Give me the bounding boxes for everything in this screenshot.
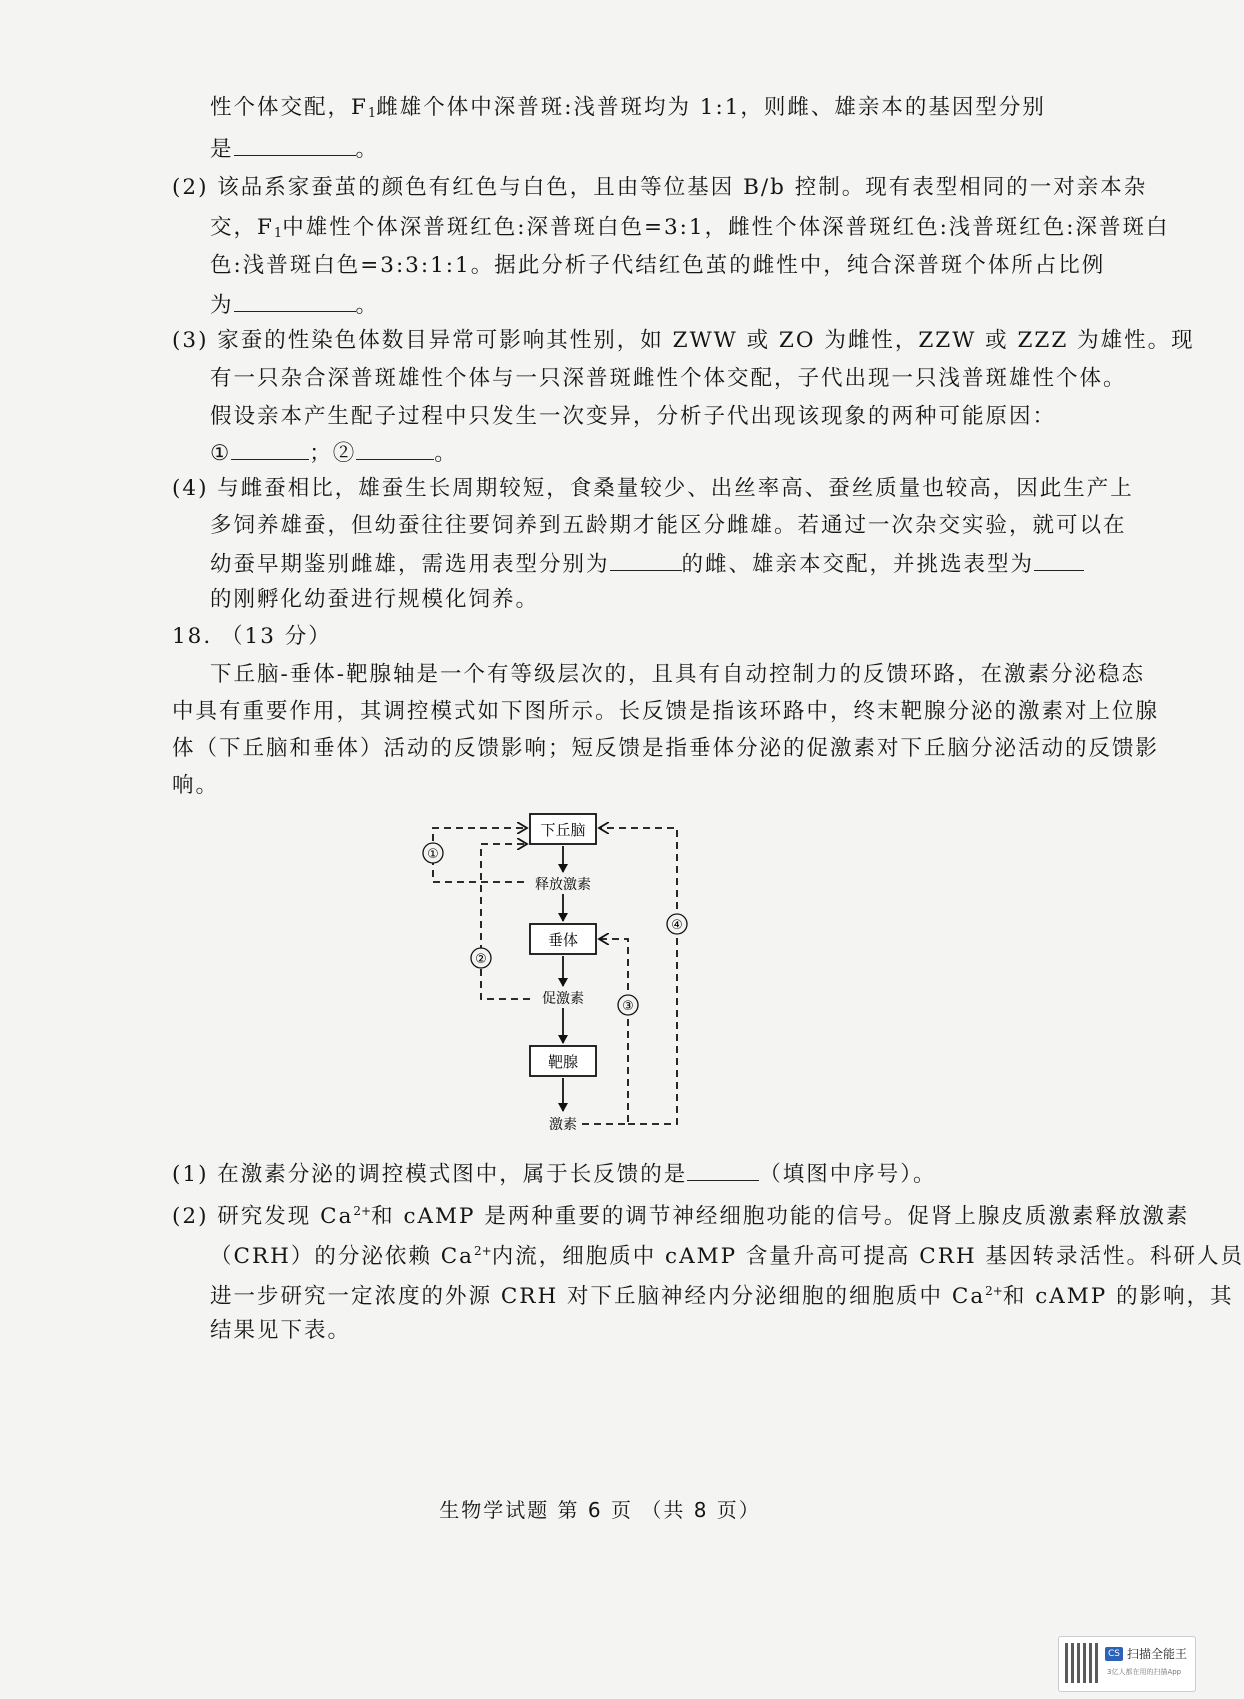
scanner-tagline: 3亿人都在用的扫描App	[1107, 1668, 1182, 1676]
q17-part4-line-2: 多饲养雄蚕，但幼蚕往往要饲养到五龄期才能区分雌雄。若通过一次杂交实验，就可以在	[210, 513, 1127, 538]
q18-text: (1) 在激素分泌的调控模式图中，属于长反馈的是	[172, 1162, 688, 1187]
circled-number: ①	[210, 441, 232, 466]
q18-text: 内流，细胞质中 cAMP 含量升高可提高 CRH 基因转录活性。科研人员	[491, 1244, 1244, 1269]
q17-text: 雌雄个体中深普斑:浅普斑均为 1:1，则雌、雄亲本的基因型分别	[376, 95, 1046, 120]
box-hypothalamus-label: 下丘脑	[540, 821, 586, 839]
q18-text: (2) 研究发现 Ca	[172, 1204, 354, 1229]
scanner-watermark	[1058, 1636, 1196, 1692]
superscript: 2+	[353, 1204, 372, 1218]
q17-text: 。	[355, 293, 380, 318]
q18-text: 进一步研究一定浓度的外源 CRH 对下丘脑神经内分泌细胞的细胞质中 Ca	[210, 1284, 986, 1309]
q18-intro-line-3: 体（下丘脑和垂体）活动的反馈影响；短反馈是指垂体分泌的促激素对下丘脑分泌活动的反馈影	[172, 736, 1160, 761]
page-footer: 生物学试题 第 6 页 （共 8 页）	[439, 1498, 761, 1522]
superscript: 2+	[985, 1284, 1003, 1298]
q18-intro-line-2: 中具有重要作用，其调控模式如下图所示。长反馈是指该环路中，终末靶腺分泌的激素对上位腺	[172, 699, 1160, 724]
answer-blank[interactable]	[687, 1158, 759, 1181]
feedback-label-1: ①	[427, 847, 439, 862]
scanner-brand: 扫描全能王	[1127, 1647, 1188, 1661]
q17-part3-line-3: 假设亲本产生配子过程中只发生一次变异，分析子代出现该现象的两种可能原因：	[210, 404, 1057, 429]
q18-text: （CRH）的分泌依赖 Ca	[210, 1244, 474, 1269]
q18-sub2-line-4: 结果见下表。	[210, 1318, 352, 1343]
q18-sub2-line-2	[210, 1236, 1244, 1272]
box-pituitary-label: 垂体	[547, 931, 579, 949]
q18-intro-line-4: 响。	[172, 773, 220, 798]
feedback-path-2	[481, 844, 530, 999]
q17-part2-line-1: (2) 该品系家蚕茧的颜色有红色与白色，且由等位基因 B/b 控制。现有表型相同的一对亲本杂	[172, 175, 1148, 200]
feedback-path-4	[599, 828, 677, 1124]
q17-text: ；②	[309, 441, 357, 466]
box-target-gland-label: 靶腺	[547, 1053, 579, 1071]
label-releasing-hormone: 释放激素	[535, 877, 591, 893]
subscript: 1	[273, 226, 283, 241]
q18-text: （填图中序号）。	[759, 1162, 937, 1187]
q17-text: 性个体交配，F	[210, 95, 368, 120]
qr-code-icon	[1065, 1643, 1099, 1683]
subscript: 1	[367, 106, 377, 121]
feedback-label-4: ④	[671, 918, 683, 933]
label-trophic-hormone: 促激素	[542, 991, 584, 1007]
q18-sub1	[172, 1158, 937, 1190]
feedback-label-2: ②	[475, 952, 487, 967]
q17-text: 。	[434, 441, 458, 466]
scanner-logo-icon: CS	[1105, 1647, 1123, 1661]
q18-header: 18. （13 分）	[172, 624, 332, 649]
q18-text: 和 cAMP 是两种重要的调节神经细胞功能的信号。促肾上腺皮质激素释放激素	[371, 1204, 1190, 1229]
superscript: 2+	[474, 1244, 492, 1258]
feedback-path-1	[433, 828, 527, 882]
q17-text: 为	[210, 293, 234, 318]
q17-part4-line-1: (4) 与雌蚕相比，雄蚕生长周期较短，食桑量较少、出丝率高、蚕丝质量也较高，因此生产上	[172, 476, 1134, 501]
q17-part3-line-1: (3) 家蚕的性染色体数目异常可影响其性别，如 ZWW 或 ZO 为雌性，ZZW 或 ZZZ 为雄性。现	[172, 328, 1195, 353]
q18-sub2-line-1	[172, 1196, 1189, 1232]
q17-text: 的雌、雄亲本交配，并挑选表型为	[681, 552, 1035, 577]
q17-text: 幼蚕早期鉴别雌雄，需选用表型分别为	[210, 552, 610, 577]
q17-part4-line-4: 的刚孵化幼蚕进行规模化饲养。	[210, 587, 540, 612]
q17-part2-line-3: 色:浅普斑白色=3:3:1:1。据此分析子代结红色茧的雌性中，纯合深普斑个体所占比例	[210, 253, 1106, 278]
label-hormone: 激素	[549, 1117, 577, 1133]
q17-part3-line-2: 有一只杂合深普斑雄性个体与一只深普斑雌性个体交配，子代出现一只浅普斑雄性个体。	[210, 366, 1127, 391]
q17-text: 交，F	[210, 215, 274, 240]
feedback-path-3	[582, 939, 628, 1124]
q17-text: 是	[210, 137, 234, 162]
feedback-label-3: ③	[622, 999, 634, 1014]
q18-sub2-line-3	[210, 1276, 1234, 1312]
q18-text: 和 cAMP 的影响，其	[1002, 1284, 1234, 1309]
q17-text: 中雄性个体深普斑红色:深普斑白色=3:1，雌性个体深普斑红色:浅普斑红色:深普斑白	[282, 215, 1170, 240]
q18-intro-line-1: 下丘脑-垂体-靶腺轴是一个有等级层次的，且具有自动控制力的反馈环路，在激素分泌稳态	[210, 662, 1146, 687]
q17-text: 。	[355, 137, 380, 162]
